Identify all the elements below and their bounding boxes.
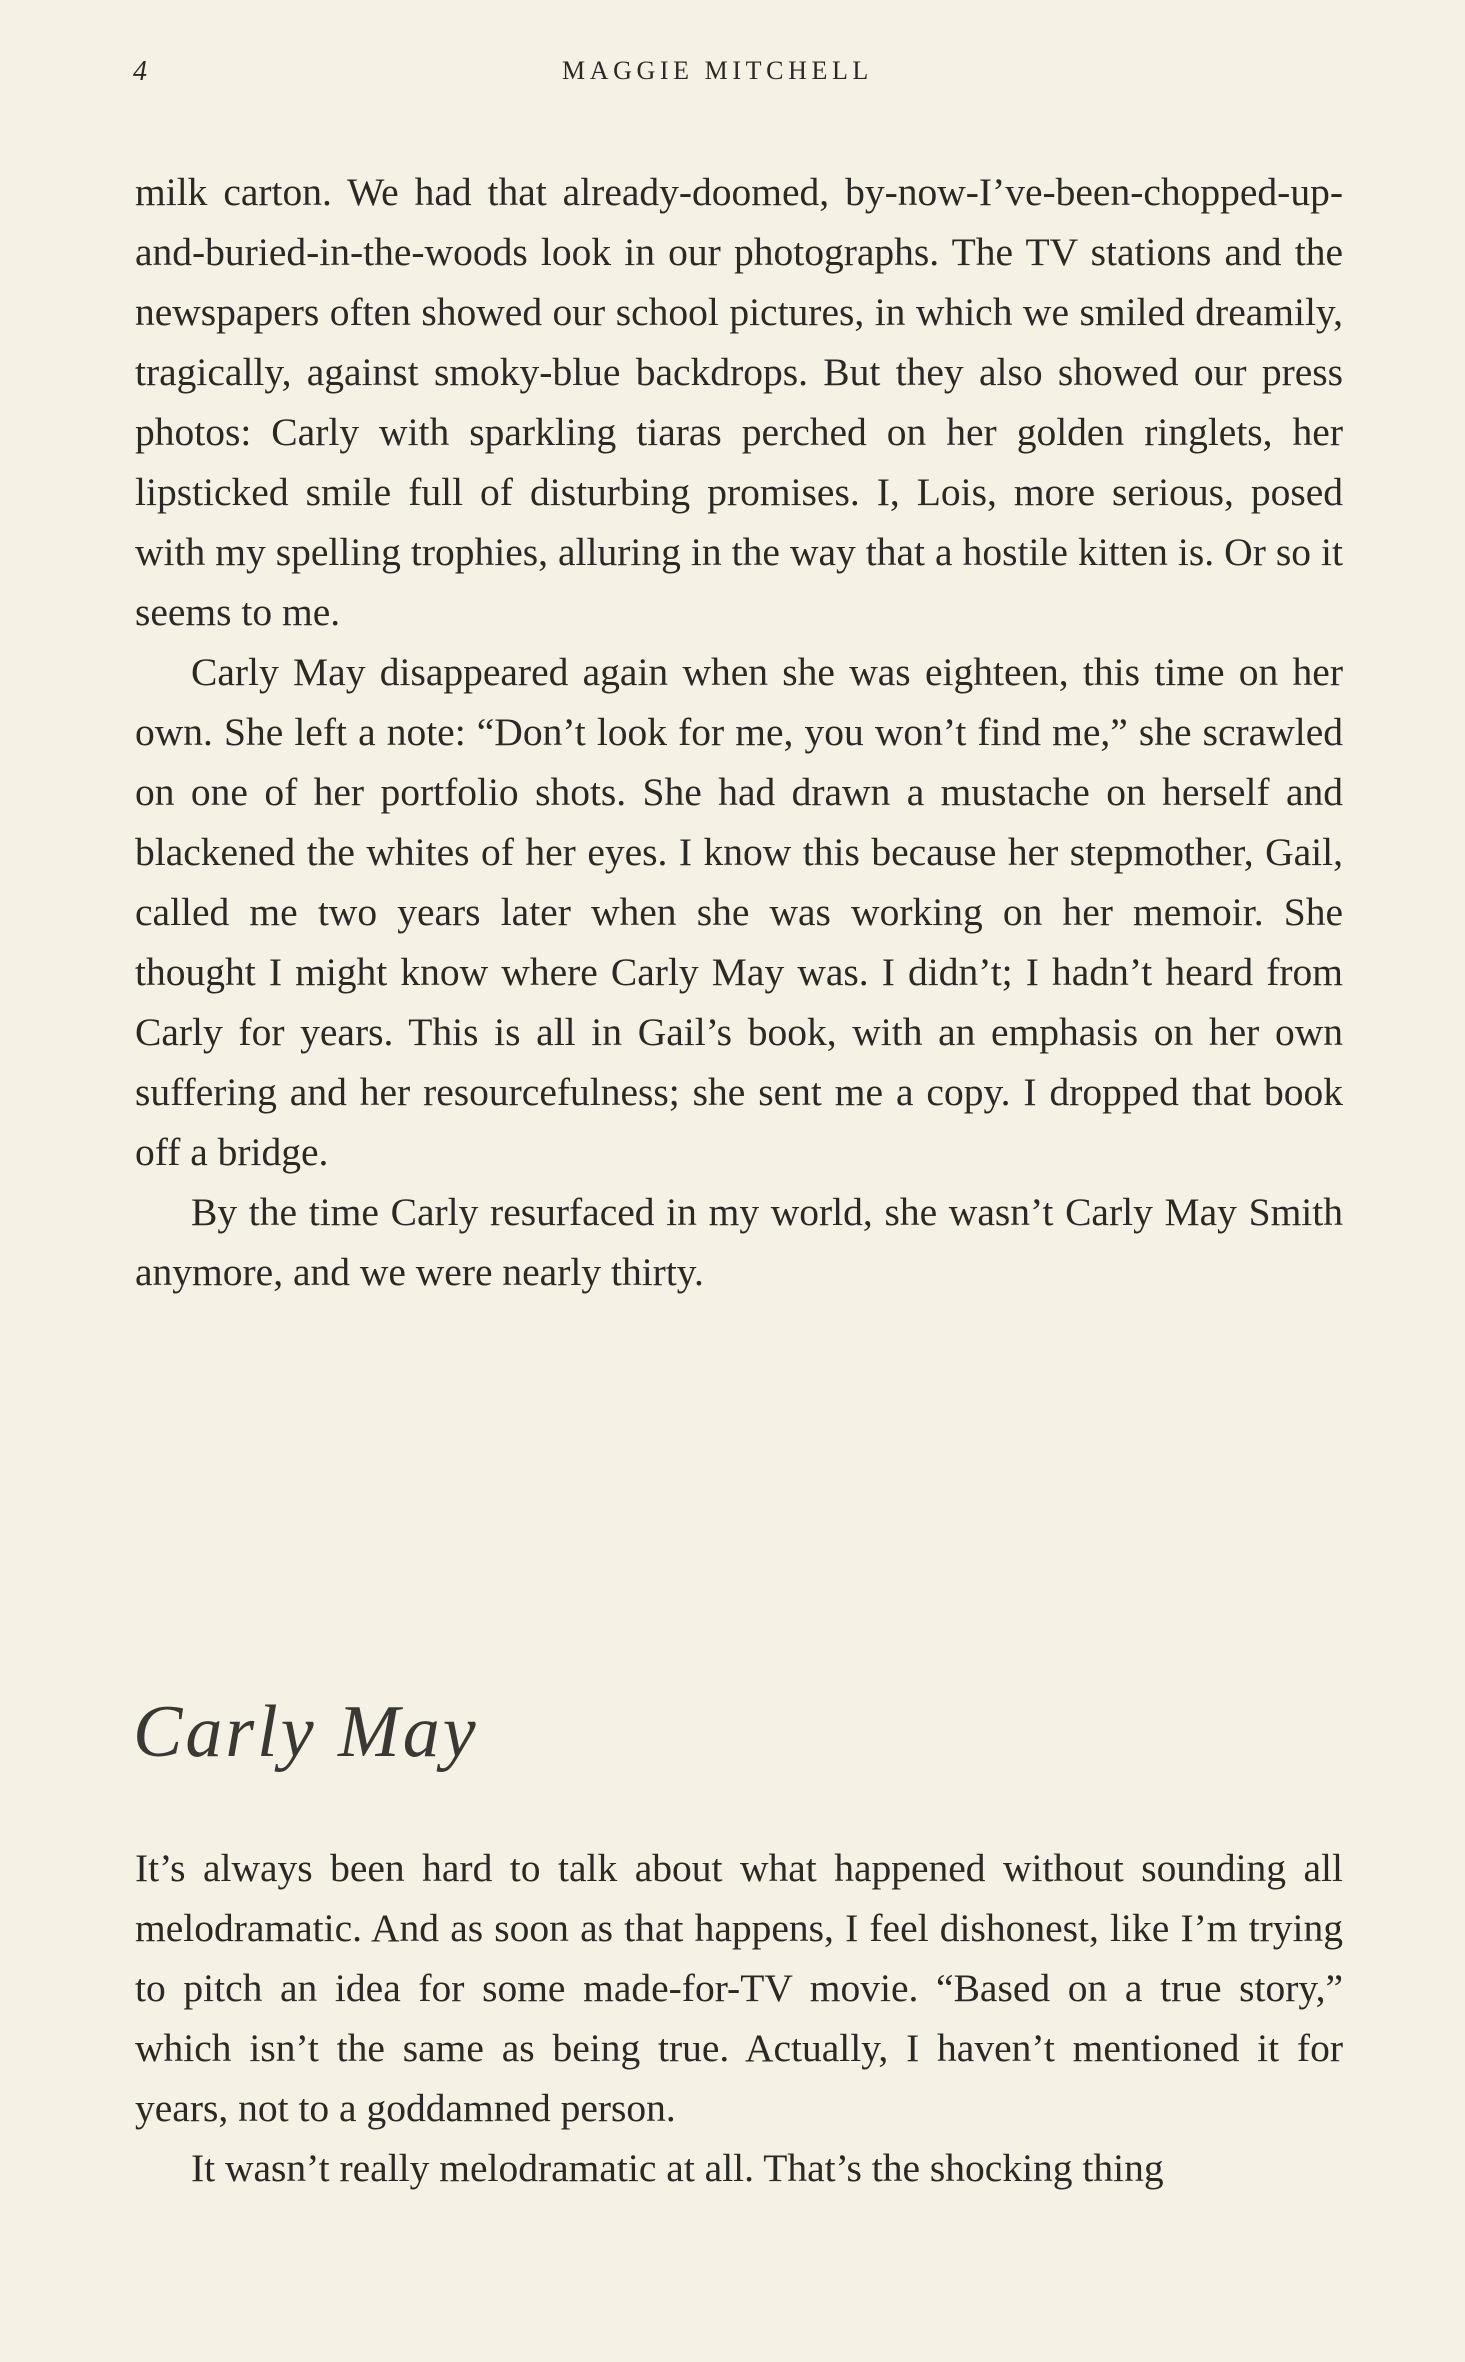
body-paragraph: By the time Carly resurfaced in my world, she wasn’t Carly May Smith anymore, and we were nearly thirty. <box>135 1190 1343 1294</box>
body-paragraph: It wasn’t really melodramatic at all. That’s the shocking thing <box>191 2146 1164 2190</box>
body-text-section-two <box>135 1838 1343 2198</box>
running-head <box>0 50 1465 96</box>
chapter-title: Carly May <box>133 1691 479 1773</box>
body-paragraph: milk carton. We had that already-doomed, by-now-I’ve-been-chopped-up-and-buried-in-the-woods look in our photographs. The TV stations and the newspapers often showed our school pictures, in which we smiled dreamily, tragically, against smoky-blue backdrops. But they also showed our press photos: Carly with sparkling tiaras perched on her golden ringlets, her lipsticked smile full of disturbing promises. I, Lois, more serious, posed with my spelling trophies, alluring in the way that a hostile kitten is. Or so it seems to me. <box>135 170 1343 634</box>
body-paragraph: Carly May disappeared again when she was eighteen, this time on her own. She left a note: “Don’t look for me, you won’t find me,” she scrawled on one of her portfolio shots. She had drawn a mustache on herself and blackened the whites of her eyes. I know this because her stepmother, Gail, called me two years later when she was working on her memoir. She thought I might know where Carly May was. I didn’t; I hadn’t heard from Carly for years. This is all in Gail’s book, with an emphasis on her own suffering and her resourcefulness; she sent me a copy. I dropped that book off a bridge. <box>135 650 1343 1174</box>
body-paragraph: It’s always been hard to talk about what happened without sounding all melodramatic. And as soon as that happens, I feel dishonest, like I’m trying to pitch an idea for some made-for-TV movie. “Based on a true story,” which isn’t the same as being true. Actually, I haven’t mentioned it for years, not to a goddamned person. <box>135 1846 1343 2130</box>
body-text-section-one <box>135 162 1343 1302</box>
page-number: 4 <box>133 56 148 87</box>
author-running-title: MAGGIE MITCHELL <box>562 56 873 85</box>
